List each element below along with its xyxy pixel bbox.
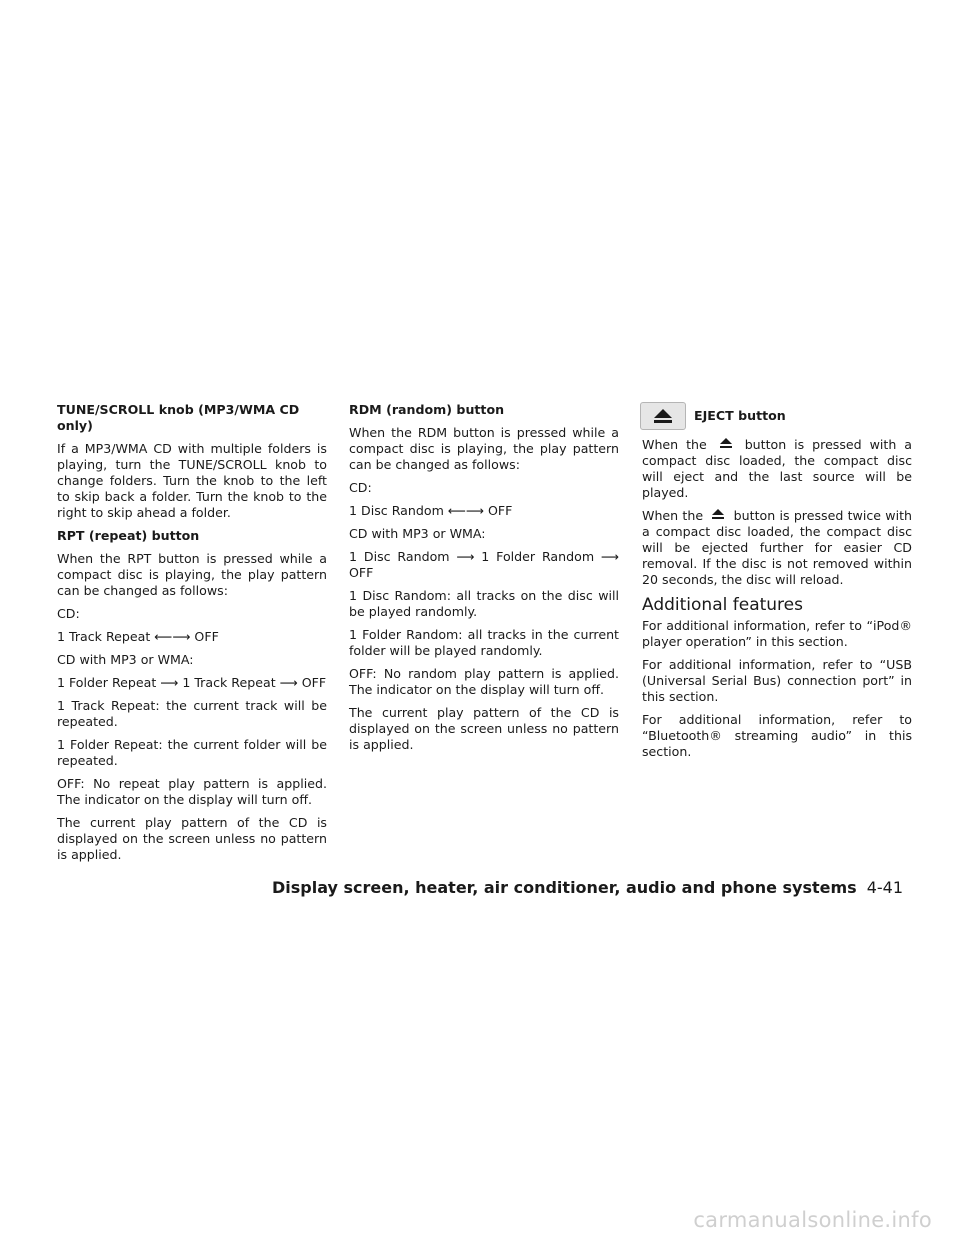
eject-heading: EJECT button [694, 408, 786, 423]
rdm-off-desc: OFF: No random play pattern is applied. The indicator on the display will turn off. [349, 666, 619, 697]
rdm-folder-desc: 1 Folder Random: all tracks in the current folder will be played randomly. [349, 627, 619, 658]
page-footer [0, 878, 903, 897]
rdm-intro: When the RDM button is pressed while a compact disc is playing, the play pattern can be changed as follows: [349, 425, 619, 472]
additional-features-heading: Additional features [642, 595, 803, 615]
eject-icon [707, 509, 729, 521]
rpt-cd-pattern: 1 Track Repeat ⟵⟶ OFF [57, 629, 219, 644]
eject-twice-post: button is pressed twice with a compact disc loaded, the compact disc will be ejected further for easier CD removal. If the disc is not removed within 20 seconds, the disc will reload. [642, 508, 912, 587]
rpt-heading: RPT (repeat) button [57, 528, 200, 543]
eject-icon [640, 402, 686, 430]
usb-reference: For additional information, refer to “USB (Universal Serial Bus) connection port” in this section. [642, 657, 912, 704]
rdm-mp3-label: CD with MP3 or WMA: [349, 526, 486, 541]
rpt-track-desc: 1 Track Repeat: the current track will be repeated. [57, 698, 327, 729]
rpt-display-note: The current play pattern of the CD is displayed on the screen unless no pattern is applied. [57, 815, 327, 862]
eject-single-desc [642, 437, 912, 501]
watermark: carmanualsonline.info [693, 1208, 932, 1232]
tune-scroll-heading: TUNE/SCROLL knob (MP3/WMA CD only) [57, 402, 300, 433]
rpt-off-desc: OFF: No repeat play pattern is applied. The indicator on the display will turn off. [57, 776, 327, 807]
rdm-mp3-pattern: 1 Disc Random ⟶ 1 Folder Random ⟶ OFF [349, 549, 619, 580]
rdm-display-note: The current play pattern of the CD is displayed on the screen unless no pattern is applied. [349, 705, 619, 752]
eject-twice-desc [642, 508, 912, 588]
rdm-heading: RDM (random) button [349, 402, 505, 417]
ipod-reference: For additional information, refer to “iPod® player operation” in this section. [642, 618, 912, 649]
eject-twice-pre: When the [642, 508, 704, 523]
rdm-disc-desc: 1 Disc Random: all tracks on the disc will be played randomly. [349, 588, 619, 619]
rpt-cd-label: CD: [57, 606, 80, 621]
eject-icon [715, 438, 737, 450]
bluetooth-reference: For additional information, refer to “Bluetooth® streaming audio” in this section. [642, 712, 912, 759]
eject-heading-row [642, 402, 912, 430]
rpt-intro: When the RPT button is pressed while a compact disc is playing, the play pattern can be changed as follows: [57, 551, 327, 598]
rpt-mp3-pattern: 1 Folder Repeat ⟶ 1 Track Repeat ⟶ OFF [57, 675, 327, 690]
column-3 [642, 402, 912, 767]
page-number: 4-41 [866, 878, 903, 897]
eject-single-post: button is pressed with a compact disc loaded, the compact disc will eject and the last source will be played. [642, 437, 912, 500]
column-2 [349, 402, 619, 760]
rpt-folder-desc: 1 Folder Repeat: the current folder will be repeated. [57, 737, 327, 768]
eject-single-pre: When the [642, 437, 707, 452]
rdm-cd-label: CD: [349, 480, 372, 495]
section-title: Display screen, heater, air conditioner, audio and phone systems [271, 878, 857, 897]
column-1 [57, 402, 327, 870]
rpt-mp3-label: CD with MP3 or WMA: [57, 652, 194, 667]
tune-scroll-text: If a MP3/WMA CD with multiple folders is playing, turn the TUNE/SCROLL knob to change folders. Turn the knob to the left to skip back a folder. Turn the knob to the right to skip ahead a folder. [57, 441, 327, 520]
rdm-cd-pattern: 1 Disc Random ⟵⟶ OFF [349, 503, 513, 518]
